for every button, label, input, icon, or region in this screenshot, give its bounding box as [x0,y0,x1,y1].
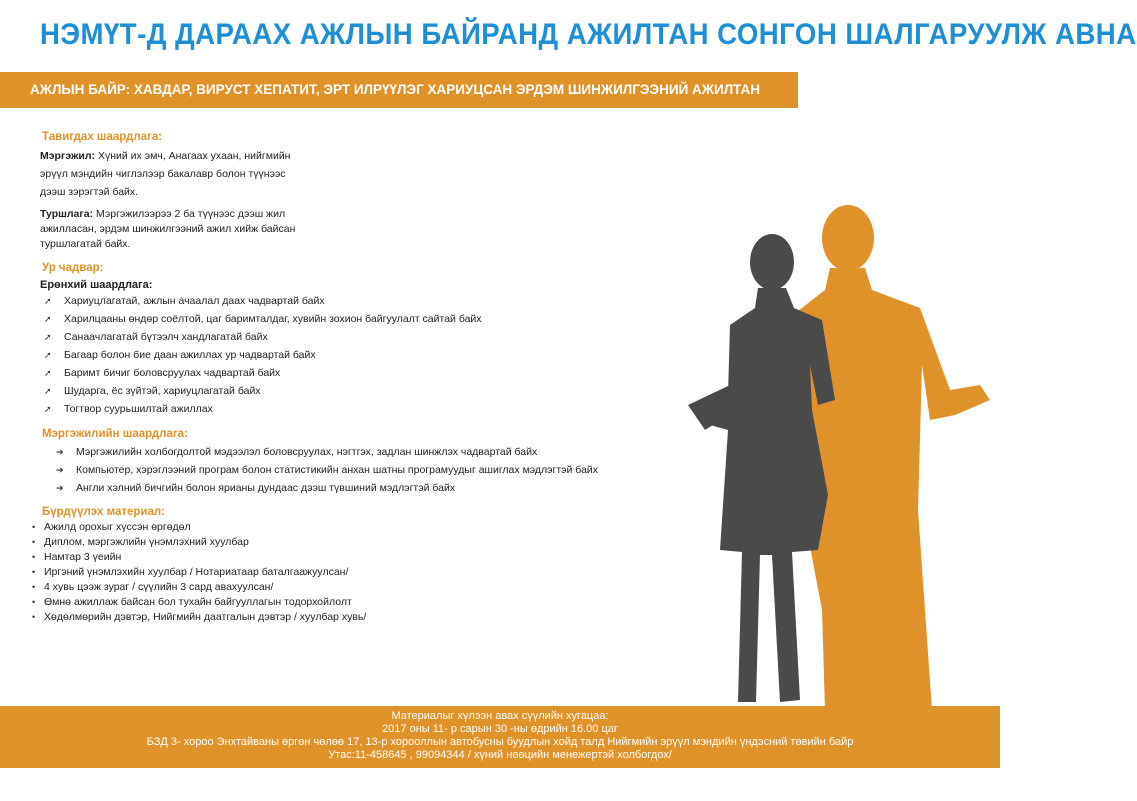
arrow-bullet-icon: ➚ [44,332,52,342]
material-item: • Ажилд орохыг хүссэн өргөдөл [32,521,191,533]
dot-bullet-icon: • [32,567,36,577]
dot-bullet-icon: • [32,612,36,622]
arrow-bullet-icon: ➚ [44,350,52,360]
address: БЗД 3- хороо Энхтайваны өргөн чөлөө 17, 13-р хорооллын автобусны буудлын хойд талд Нийгмийн эрүүл мэндийн үндэсний төвийн байр [146,736,854,748]
arrow-bullet-icon: ➔ [56,447,64,457]
skill-item: ➚ Хариуцлагатай, ажлын ачаалал даах чадвартай байх [44,295,325,307]
dot-bullet-icon: • [32,582,36,592]
material-item: • Диплом, мэргэжлийн үнэмлэхний хуулбар [32,536,249,548]
requirements-heading: Тавигдах шаардлага: [42,131,163,143]
job-title: АЖЛЫН БАЙР: ХАВДАР, ВИРУСТ ХЕПАТИТ, ЭРТ ИЛРҮҮЛЭГ ХАРИУЦСАН ЭРДЭМ ШИНЖИЛГЭЭНИЙ АЖИЛТАН [30,82,761,97]
arrow-bullet-icon: ➚ [44,404,52,414]
arrow-bullet-icon: ➔ [56,465,64,475]
material-item: • Өмнө ажиллаж байсан бол тухайн байгууллагын тодорхойлолт [32,596,352,608]
dot-bullet-icon: • [32,552,36,562]
profession-line-2: эрүүл мэндийн чиглэлээр бакалавр болон түүнээс [40,168,286,180]
footer-contact-banner [0,706,1000,768]
material-item: • Хөдөлмөрийн дэвтэр, Нийгмийн даатгалын дэвтэр / хуулбар хувь/ [32,611,367,623]
people-silhouette-illustration [560,190,1000,710]
skill-item: ➚ Харилцааны өндөр соёлтой, цаг баримталдаг, хувийн зохион байгуулалт сайтай байх [44,313,482,325]
professional-item: ➔ Мэргэжилийн холбогдолтой мэдээлэл боловсруулах, нэгтгэх, задлан шинжлэх чадвартай байх [56,446,538,458]
materials-heading: Бүрдүүлэх материал: [42,506,165,518]
page-title: НЭМҮТ-Д ДАРААХ АЖЛЫН БАЙРАНД АЖИЛТАН СОНГОН ШАЛГАРУУЛЖ АВНА [40,18,1137,51]
experience-line-2: ажилласан, эрдэм шинжилгээний ажил хийж байсан [40,223,296,235]
skill-item: ➚ Багаар болон бие даан ажиллах ур чадвартай байх [44,349,316,361]
dot-bullet-icon: • [32,522,36,532]
profession-line-1: Мэргэжил: Хүний их эмч, Анагаах ухаан, нийгмийн [40,150,291,162]
deadline-label: Материалыг хүлээн авах сүүлийн хугацаа: [391,710,609,722]
professional-requirements-heading: Мэргэжилийн шаардлага: [42,428,188,440]
material-item: • Иргэний үнэмлэхийн хуулбар / Нотариатаар баталгаажуулсан/ [32,566,349,578]
skill-item: ➚ Шударга, ёс зүйтэй, хариуцлагатай байх [44,385,261,397]
skill-item: ➚ Баримт бичиг боловсруулах чадвартай байх [44,367,281,379]
arrow-bullet-icon: ➚ [44,386,52,396]
phone: Утас:11-458645 , 99094344 / хүний нөөцийн менежертэй холбогдох/ [328,749,672,761]
arrow-bullet-icon: ➚ [44,314,52,324]
skill-item: ➚ Тогтвор суурьшилтай ажиллах [44,403,213,415]
dot-bullet-icon: • [32,537,36,547]
material-item: • 4 хувь цээж зураг / сүүлийн 3 сард авахуулсан/ [32,581,274,593]
job-banner [0,72,798,108]
deadline-date: 2017 оны 11- р сарын 30 -ны өдрийн 16.00 цаг [382,723,618,735]
dot-bullet-icon: • [32,597,36,607]
skill-item: ➚ Санаачлагатай бүтээлч хандлагатай байх [44,331,268,343]
professional-item: ➔ Компьютер, хэрэглээний програм болон статистикийн анхан шатны програмуудыг ашиглах мэдлэгтэй байх [56,464,599,476]
profession-line-3: дээш зэрэгтэй байх. [40,186,139,198]
arrow-bullet-icon: ➚ [44,296,52,306]
arrow-bullet-icon: ➔ [56,483,64,493]
professional-item: ➔ Англи хэлний бичгийн болон ярианы дундаас дээш түвшиний мэдлэгтэй байх [56,482,456,494]
arrow-bullet-icon: ➚ [44,368,52,378]
general-requirements-heading: Ерөнхий шаардлага: [40,279,153,291]
material-item: • Намтар 3 үеийн [32,551,122,563]
skills-heading: Ур чадвар: [42,262,104,274]
experience-line-1: Туршлага: Мэргэжилээрээ 2 ба түүнээс дээш жил [40,208,286,220]
experience-line-3: туршлагатай байх. [40,238,131,250]
